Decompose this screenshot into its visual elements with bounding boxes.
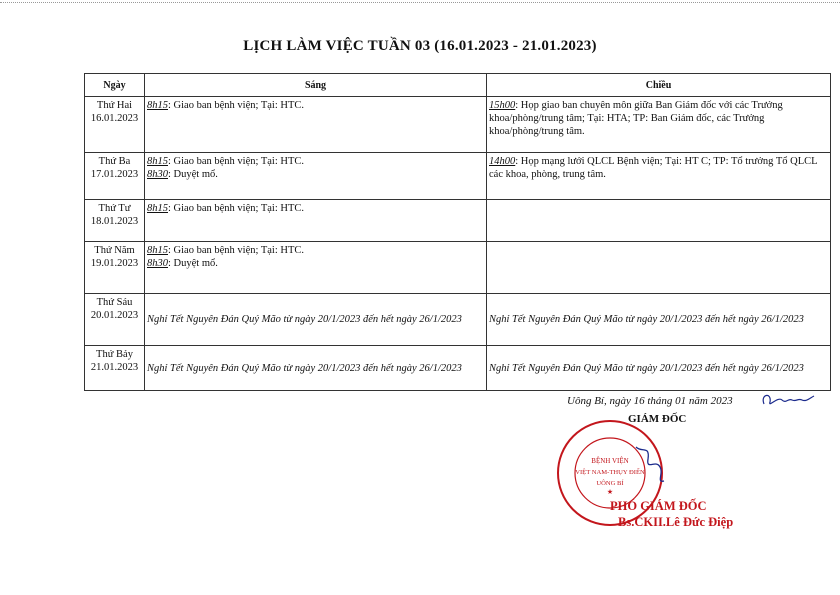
item-text: : Giao ban bệnh viện; Tại: HTC. — [168, 100, 304, 111]
signer-name: Bs.CKII.Lê Đức Điệp — [618, 515, 734, 529]
schedule-table — [84, 73, 831, 391]
day-name: Thứ Ba — [98, 156, 131, 167]
stamp-line-2: VIỆT NAM-THỤY ĐIỂN — [575, 469, 645, 476]
morning-cell: Nghỉ Tết Nguyên Đán Quý Mão từ ngày 20/1/2023 đến hết ngày 26/1/2023 — [145, 346, 487, 391]
item-time: 8h15 — [147, 156, 168, 167]
table-row — [85, 200, 831, 242]
day-cell — [85, 242, 145, 294]
afternoon-cell: Nghỉ Tết Nguyên Đán Quý Mão từ ngày 20/1/2023 đến hết ngày 26/1/2023 — [487, 346, 831, 391]
day-cell — [85, 153, 145, 200]
table-row — [85, 346, 831, 391]
day-name: Thứ Tư — [98, 203, 131, 214]
schedule-item — [147, 168, 484, 181]
table-row — [85, 153, 831, 200]
day-cell — [85, 294, 145, 346]
day-date: 21.01.2023 — [90, 362, 139, 373]
table-row — [85, 294, 831, 346]
item-text: : Giao ban bệnh viện; Tại: HTC. — [168, 156, 304, 167]
item-time: 14h00 — [489, 156, 516, 167]
morning-cell — [145, 97, 487, 153]
afternoon-cell — [487, 242, 831, 294]
schedule-body — [85, 97, 831, 391]
item-text: : Duyệt mổ. — [168, 169, 218, 180]
day-cell — [85, 97, 145, 153]
morning-cell — [145, 153, 487, 200]
stamp-line-1: BỆNH VIỆN — [591, 457, 629, 465]
afternoon-cell — [487, 97, 831, 153]
item-time: 8h15 — [147, 100, 168, 111]
item-time: 8h30 — [147, 258, 168, 269]
morning-cell — [145, 242, 487, 294]
header-morning: Sáng — [145, 74, 487, 97]
day-name: Thứ Năm — [94, 245, 135, 256]
document-title: LỊCH LÀM VIỆC TUẦN 03 (16.01.2023 - 21.01.2023) — [243, 38, 597, 54]
signer-title: GIÁM ĐỐC — [628, 413, 687, 425]
place-date: Uông Bí, ngày 16 tháng 01 năm 2023 — [567, 395, 733, 407]
day-date: 19.01.2023 — [90, 258, 139, 269]
stamp-line-3: UÔNG BÍ — [596, 480, 624, 487]
day-name: Thứ Hai — [96, 100, 133, 111]
initial-signature — [758, 390, 818, 412]
item-time: 8h30 — [147, 169, 168, 180]
item-text: : Duyệt mổ. — [168, 258, 218, 269]
table-row — [85, 97, 831, 153]
schedule-item — [489, 155, 828, 181]
item-time: 15h00 — [489, 100, 516, 111]
item-text: : Họp giao ban chuyên môn giữa Ban Giám đốc với các Trưởng khoa/phòng/trung tâm; Tại: HTA; TP: Ban Giám đốc, các Trưởng khoa/phòng/trung tâm. — [489, 100, 783, 137]
schedule-item — [147, 244, 484, 257]
table-row — [85, 242, 831, 294]
morning-cell — [145, 200, 487, 242]
page-top-rule — [0, 2, 840, 3]
item-time: 8h15 — [147, 245, 168, 256]
day-date: 20.01.2023 — [90, 310, 139, 321]
afternoon-cell — [487, 200, 831, 242]
svg-text:★: ★ — [606, 488, 614, 496]
schedule-item — [147, 257, 484, 270]
afternoon-cell — [487, 153, 831, 200]
afternoon-cell: Nghỉ Tết Nguyên Đán Quý Mão từ ngày 20/1/2023 đến hết ngày 26/1/2023 — [487, 294, 831, 346]
item-text: : Họp mạng lưới QLCL Bệnh viện; Tại: HT C; TP: Tổ trưởng Tổ QLCL các khoa, phòng, trung tâm. — [489, 156, 818, 180]
item-time: 8h15 — [147, 203, 168, 214]
day-date: 16.01.2023 — [90, 113, 139, 124]
morning-cell: Nghỉ Tết Nguyên Đán Quý Mão từ ngày 20/1/2023 đến hết ngày 26/1/2023 — [145, 294, 487, 346]
header-day: Ngày — [85, 74, 145, 97]
schedule-item — [147, 155, 484, 168]
header-afternoon: Chiều — [487, 74, 831, 97]
day-date: 18.01.2023 — [90, 216, 139, 227]
schedule-item — [489, 99, 828, 138]
day-cell — [85, 200, 145, 242]
item-text: : Giao ban bệnh viện; Tại: HTC. — [168, 245, 304, 256]
item-text: : Giao ban bệnh viện; Tại: HTC. — [168, 203, 304, 214]
schedule-item — [147, 202, 484, 215]
deputy-title: PHÓ GIÁM ĐỐC — [610, 499, 707, 513]
day-name: Thứ Sáu — [96, 297, 133, 308]
day-date: 17.01.2023 — [90, 169, 139, 180]
day-name: Thứ Bảy — [96, 349, 133, 360]
day-cell — [85, 346, 145, 391]
schedule-item — [147, 99, 484, 112]
